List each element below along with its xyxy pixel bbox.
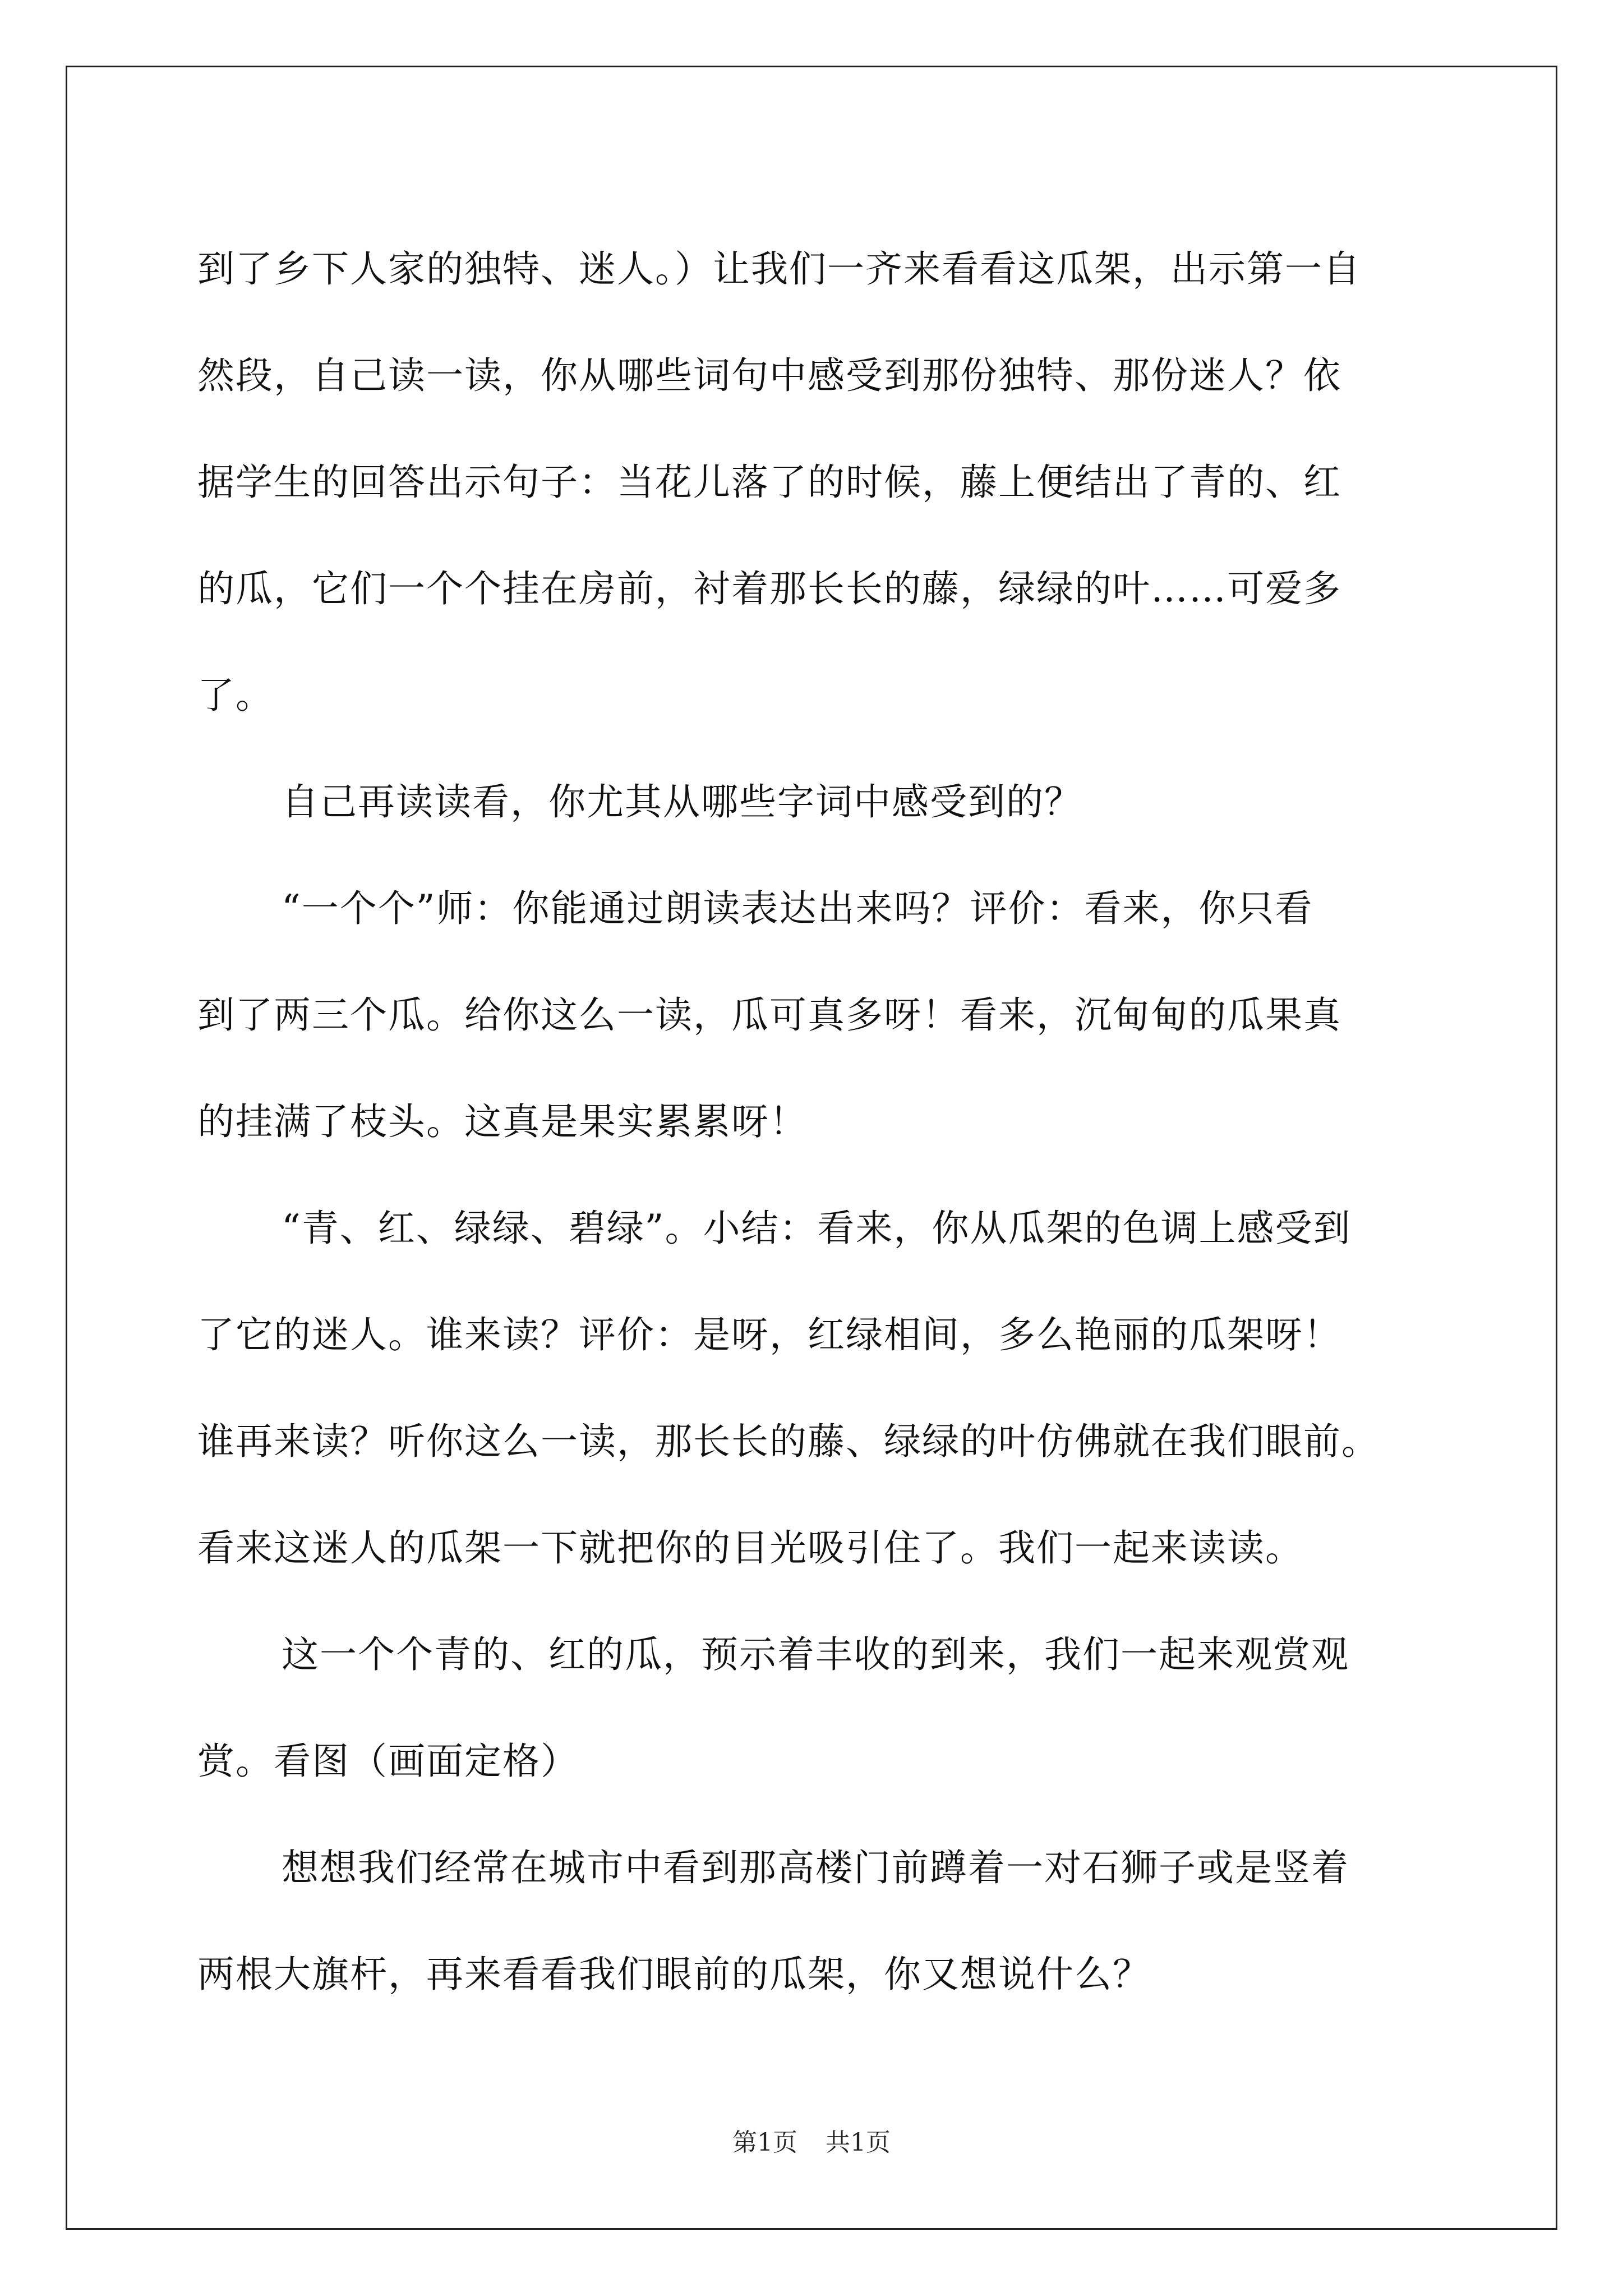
- text-line: 了它的迷人。谁来读？评价：是呀，红绿相间，多么艳丽的瓜架呀！: [197, 1313, 1341, 1356]
- paragraph-start-line: 这一个个青的、红的瓜，预示着丰收的到来，我们一起来观赏观: [282, 1633, 1349, 1676]
- paragraph-start-line: 自己再读读看，你尤其从哪些字词中感受到的？: [282, 780, 1082, 823]
- text-line: 看来这迷人的瓜架一下就把你的目光吸引住了。我们一起来读读。: [197, 1526, 1303, 1570]
- text-line: 赏。看图（画面定格）: [197, 1740, 579, 1783]
- text-line: 谁再来读？听你这么一读，那长长的藤、绿绿的叶仿佛就在我们眼前。: [197, 1420, 1380, 1463]
- paragraph-start-line: “一个个”师：你能通过朗读表达出来吗？评价：看来，你只看: [282, 887, 1313, 930]
- text-line: 然段，自己读一读，你从哪些词句中感受到那份独特、那份迷人？依: [197, 354, 1341, 397]
- paragraph-start-line: 想想我们经常在城市中看到那高楼门前蹲着一对石狮子或是竖着: [282, 1846, 1349, 1889]
- text-line: 的挂满了枝头。这真是果实累累呀！: [197, 1100, 808, 1143]
- document-body: [197, 216, 1448, 2028]
- page-number: 第1页: [732, 2128, 797, 2157]
- text-line: 的瓜，它们一个个挂在房前，衬着那长长的藤，绿绿的叶……可爱多: [197, 567, 1341, 610]
- text-line: 了。: [197, 674, 274, 717]
- page-total: 共1页: [826, 2128, 891, 2157]
- text-line: 到了乡下人家的独特、迷人。）让我们一齐来看看这瓜架，出示第一自: [197, 247, 1361, 291]
- paragraph-start-line: “青、红、绿绿、碧绿”。小结：看来，你从瓜架的色调上感受到: [282, 1207, 1352, 1250]
- text-line: 两根大旗杆，再来看看我们眼前的瓜架，你又想说什么？: [197, 1953, 1151, 1996]
- text-line: 据学生的回答出示句子：当花儿落了的时候，藤上便结出了青的、红: [197, 461, 1341, 504]
- text-line: 到了两三个瓜。给你这么一读，瓜可真多呀！看来，沉甸甸的瓜果真: [197, 993, 1341, 1037]
- page-footer: [0, 2126, 1623, 2160]
